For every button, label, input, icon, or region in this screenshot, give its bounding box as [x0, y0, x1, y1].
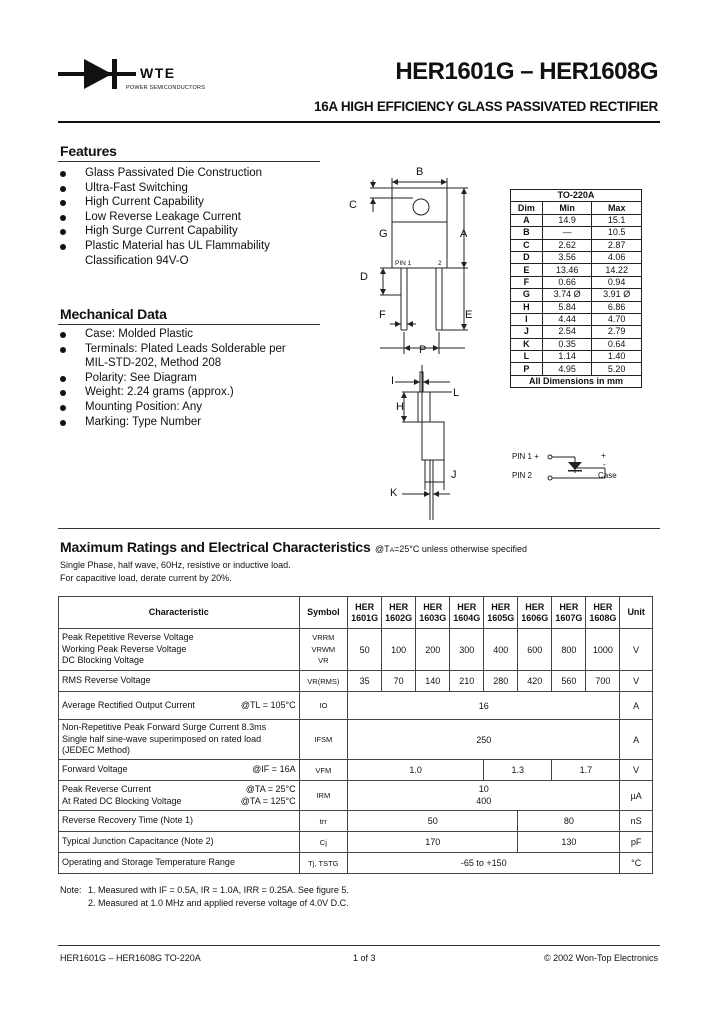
header-part: HER 1607G [552, 597, 586, 629]
cell-symbol: VR(RMS) [299, 671, 348, 692]
dimension-row [511, 239, 642, 251]
header-symbol: Symbol [299, 597, 348, 629]
brand-logo [58, 55, 208, 95]
dim-max: 4.70 [592, 313, 642, 325]
cell-characteristic: Operating and Storage Temperature Range [59, 853, 300, 874]
mechanical-title: Mechanical Data [60, 306, 167, 322]
bullet-icon [60, 229, 66, 235]
cell-value: 1000 [586, 629, 620, 671]
ratings-top-rule [58, 528, 660, 529]
header-part: HER 1602G [382, 597, 416, 629]
cell-symbol: IFSM [299, 720, 348, 760]
bullet-icon [60, 347, 66, 353]
cell-unit: µA [620, 781, 653, 811]
pin1-label: PIN 1 + [512, 452, 539, 461]
dim-symbol: B [511, 227, 543, 239]
dim-max: 5.20 [592, 363, 642, 375]
bullet-icon [60, 171, 66, 177]
ratings-table [58, 596, 653, 874]
cell-value: 140 [416, 671, 450, 692]
list-item-text: Terminals: Plated Leads Solderable per [85, 342, 286, 355]
dim-symbol: F [511, 276, 543, 288]
dim-label-h: H [396, 401, 404, 413]
dim-max: 2.87 [592, 239, 642, 251]
list-item-text: Mounting Position: Any [85, 401, 202, 413]
dimension-row [511, 276, 642, 288]
dim-symbol: G [511, 289, 543, 301]
cell-unit: V [620, 629, 653, 671]
cell-symbol: IO [299, 692, 348, 720]
row-vfm [59, 760, 653, 781]
row-cj [59, 832, 653, 853]
cell-value: 420 [518, 671, 552, 692]
footer-center: 1 of 3 [353, 953, 376, 963]
list-item-text: High Current Capability [85, 196, 204, 209]
dimension-row [511, 251, 642, 263]
cell-value: 600 [518, 629, 552, 671]
cell-characteristic: Typical Junction Capacitance (Note 2) [59, 832, 300, 853]
dim-max: 4.06 [592, 251, 642, 263]
list-item-text: Glass Passivated Die Construction [85, 167, 263, 179]
dim-min: 14.9 [542, 214, 592, 226]
cell-value: 800 [552, 629, 586, 671]
bullet-icon [60, 186, 66, 192]
cell-value: 200 [416, 629, 450, 671]
dim-min: 2.62 [542, 239, 592, 251]
pin-label-1: PIN 1 [395, 260, 412, 267]
dim-symbol: D [511, 251, 543, 263]
dim-symbol: C [511, 239, 543, 251]
cell-characteristic: Peak Reverse Current @TA = 25°C At Rated DC Blocking Voltage @TA = 125°C [59, 781, 300, 811]
cell-characteristic: RMS Reverse Voltage [59, 671, 300, 692]
cell-value: 100 [382, 629, 416, 671]
header-part: HER 1601G [348, 597, 382, 629]
dim-min: 13.46 [542, 264, 592, 276]
dim-label-b: B [416, 166, 424, 178]
cell-value: 80 [518, 811, 620, 832]
cell-value: 170 [348, 832, 518, 853]
ratings-note-2: For capacitive load, derate current by 20%. [60, 573, 232, 583]
cell-value: 250 [348, 720, 620, 760]
header-part: HER 1608G [586, 597, 620, 629]
list-item-text: High Surge Current Capability [85, 225, 238, 238]
pin2-label: PIN 2 [512, 471, 533, 480]
dim-label-p: P [419, 344, 427, 356]
dim-symbol: I [511, 313, 543, 325]
dim-max: 2.79 [592, 326, 642, 338]
dim-min: — [542, 227, 592, 239]
cell-symbol: VFM [299, 760, 348, 781]
bullet-icon [60, 200, 66, 206]
cell-unit: A [620, 720, 653, 760]
cell-symbol: Cj [299, 832, 348, 853]
header-unit: Unit [620, 597, 653, 629]
cell-value: 16 [348, 692, 620, 720]
row-vrms [59, 671, 653, 692]
dim-label-j: J [451, 469, 457, 481]
dim-symbol: L [511, 351, 543, 363]
bullet-icon [60, 244, 66, 250]
bullet-icon [60, 390, 66, 396]
dim-max: 10.5 [592, 227, 642, 239]
dimension-row [511, 289, 642, 301]
list-item-text: MIL-STD-202, Method 208 [85, 357, 222, 370]
header-part: HER 1603G [416, 597, 450, 629]
cell-unit: V [620, 671, 653, 692]
dim-label-f: F [379, 309, 386, 321]
dim-min: 4.95 [542, 363, 592, 375]
bullet-icon [60, 215, 66, 221]
bullet-icon [60, 420, 66, 426]
dim-min: 2.54 [542, 326, 592, 338]
cell-value: 50 [348, 811, 518, 832]
cell-symbol: VRRM VRWM VR [299, 629, 348, 671]
footer-rule [58, 945, 660, 946]
dim-min: 0.35 [542, 338, 592, 350]
dim-symbol: J [511, 326, 543, 338]
dimension-row [511, 264, 642, 276]
dim-min: 0.66 [542, 276, 592, 288]
dim-symbol: K [511, 338, 543, 350]
cell-value: 1.7 [552, 760, 620, 781]
package-name: TO-220A [511, 190, 642, 202]
dim-min: 5.84 [542, 301, 592, 313]
dim-min: 3.74 Ø [542, 289, 592, 301]
pin-schematic [545, 448, 625, 488]
dimension-row [511, 363, 642, 375]
header-part: HER 1606G [518, 597, 552, 629]
dimension-row [511, 338, 642, 350]
header-part: HER 1604G [450, 597, 484, 629]
row-tj [59, 853, 653, 874]
schematic-minus: - [603, 460, 606, 469]
dim-max: 6.86 [592, 301, 642, 313]
features-rule [58, 161, 320, 162]
cell-value: 210 [450, 671, 484, 692]
cell-value: 400 [484, 629, 518, 671]
dim-min: 4.44 [542, 313, 592, 325]
note-2: 2. Measured at 1.0 MHz and applied reverse voltage of 4.0V D.C. [88, 898, 349, 908]
mechanical-rule [58, 324, 320, 325]
dim-symbol: A [511, 214, 543, 226]
cell-symbol: trr [299, 811, 348, 832]
dim-label-e: E [465, 309, 473, 321]
cell-unit: °C [620, 853, 653, 874]
row-io [59, 692, 653, 720]
list-item-text: Ultra-Fast Switching [85, 181, 188, 194]
pin-label-2: 2 [438, 260, 442, 267]
note-1: 1. Measured with IF = 0.5A, IR = 1.0A, IRR = 0.25A. See figure 5. [88, 885, 349, 895]
dim-header-min: Min [542, 202, 592, 214]
dim-max: 1.40 [592, 351, 642, 363]
page-title: HER1601G – HER1608G [395, 58, 658, 85]
row-trr [59, 811, 653, 832]
dimension-row [511, 227, 642, 239]
header-characteristic: Characteristic [59, 597, 300, 629]
list-item-text: Plastic Material has UL Flammability [85, 240, 270, 252]
list-item-text: Low Reverse Leakage Current [85, 210, 241, 223]
cell-unit: V [620, 760, 653, 781]
notes-label: Note: [60, 885, 82, 895]
dimension-row [511, 351, 642, 363]
dim-max: 14.22 [592, 264, 642, 276]
cell-symbol: IRM [299, 781, 348, 811]
cell-value: 10 400 [348, 781, 620, 811]
dim-label-d: D [360, 271, 368, 283]
cell-unit: A [620, 692, 653, 720]
dim-label-i: I [391, 375, 395, 387]
cell-value: 70 [382, 671, 416, 692]
dimension-row [511, 214, 642, 226]
bullet-icon [60, 332, 66, 338]
dim-max: 0.64 [592, 338, 642, 350]
list-item-text: Case: Molded Plastic [85, 328, 194, 340]
dimension-table [510, 189, 642, 388]
dim-max: 3.91 Ø [592, 289, 642, 301]
row-irm [59, 781, 653, 811]
header-rule [58, 121, 660, 123]
header-part: HER 1605G [484, 597, 518, 629]
dim-header-dim: Dim [511, 202, 543, 214]
row-ifsm [59, 720, 653, 760]
page-subtitle: 16A HIGH EFFICIENCY GLASS PASSIVATED RECTIFIER [314, 99, 658, 114]
cell-characteristic: Peak Repetitive Reverse Voltage Working Peak Reverse Voltage DC Blocking Voltage [59, 629, 300, 671]
dim-label-k: K [390, 487, 398, 499]
dimension-row [511, 313, 642, 325]
cell-characteristic: Reverse Recovery Time (Note 1) [59, 811, 300, 832]
cell-characteristic: Forward Voltage @IF = 16A [59, 760, 300, 781]
dim-label-g: G [379, 228, 388, 240]
cell-value: 50 [348, 629, 382, 671]
dim-max: 15.1 [592, 214, 642, 226]
list-item-text: Weight: 2.24 grams (approx.) [85, 386, 234, 399]
ratings-title: Maximum Ratings and Electrical Characteristics [60, 539, 371, 555]
cell-value: 1.3 [484, 760, 552, 781]
cell-value: 35 [348, 671, 382, 692]
schematic-plus: + [601, 451, 606, 460]
features-title: Features [60, 143, 117, 159]
dim-min: 3.56 [542, 251, 592, 263]
dim-symbol: P [511, 363, 543, 375]
cell-value: 700 [586, 671, 620, 692]
dim-symbol: E [511, 264, 543, 276]
dimension-row [511, 326, 642, 338]
dim-header-max: Max [592, 202, 642, 214]
row-vrrm [59, 629, 653, 671]
list-item-text: Polarity: See Diagram [85, 371, 197, 384]
footer-right: © 2002 Won-Top Electronics [543, 953, 658, 963]
brand-name: WTE [140, 65, 176, 81]
ratings-condition: @TA=25°C unless otherwise specified [375, 544, 527, 554]
cell-unit: pF [620, 832, 653, 853]
ratings-header-row [59, 597, 653, 629]
cell-value: 1.0 [348, 760, 484, 781]
footer-left: HER1601G – HER1608G TO-220A [60, 953, 201, 963]
cell-value: 130 [518, 832, 620, 853]
dim-label-a: A [460, 228, 468, 240]
cell-value: 280 [484, 671, 518, 692]
dimension-footnote: All Dimensions in mm [511, 375, 642, 387]
cell-value: 560 [552, 671, 586, 692]
dim-min: 1.14 [542, 351, 592, 363]
list-item-text: Classification 94V-O [85, 254, 189, 267]
bullet-icon [60, 405, 66, 411]
cell-characteristic: Non-Repetitive Peak Forward Surge Current 8.3ms Single half sine-wave superimposed on rated load (JEDEC Method) [59, 720, 300, 760]
bullet-icon [60, 376, 66, 382]
cell-characteristic: Average Rectified Output Current @TL = 105°C [59, 692, 300, 720]
dim-label-c: C [349, 199, 357, 211]
brand-tagline: POWER SEMICONDUCTORS [126, 85, 206, 91]
dim-max: 0.94 [592, 276, 642, 288]
ratings-heading [60, 539, 527, 557]
dimension-row [511, 301, 642, 313]
cell-symbol: Tj, TSTG [299, 853, 348, 874]
schematic-case: Case [598, 471, 617, 480]
list-item-text: Marking: Type Number [85, 415, 202, 428]
cell-value: -65 to +150 [348, 853, 620, 874]
dim-symbol: H [511, 301, 543, 313]
ratings-note-1: Single Phase, half wave, 60Hz, resistive or inductive load. [60, 560, 291, 570]
cell-value: 300 [450, 629, 484, 671]
cell-unit: nS [620, 811, 653, 832]
dim-label-l: L [453, 387, 460, 399]
